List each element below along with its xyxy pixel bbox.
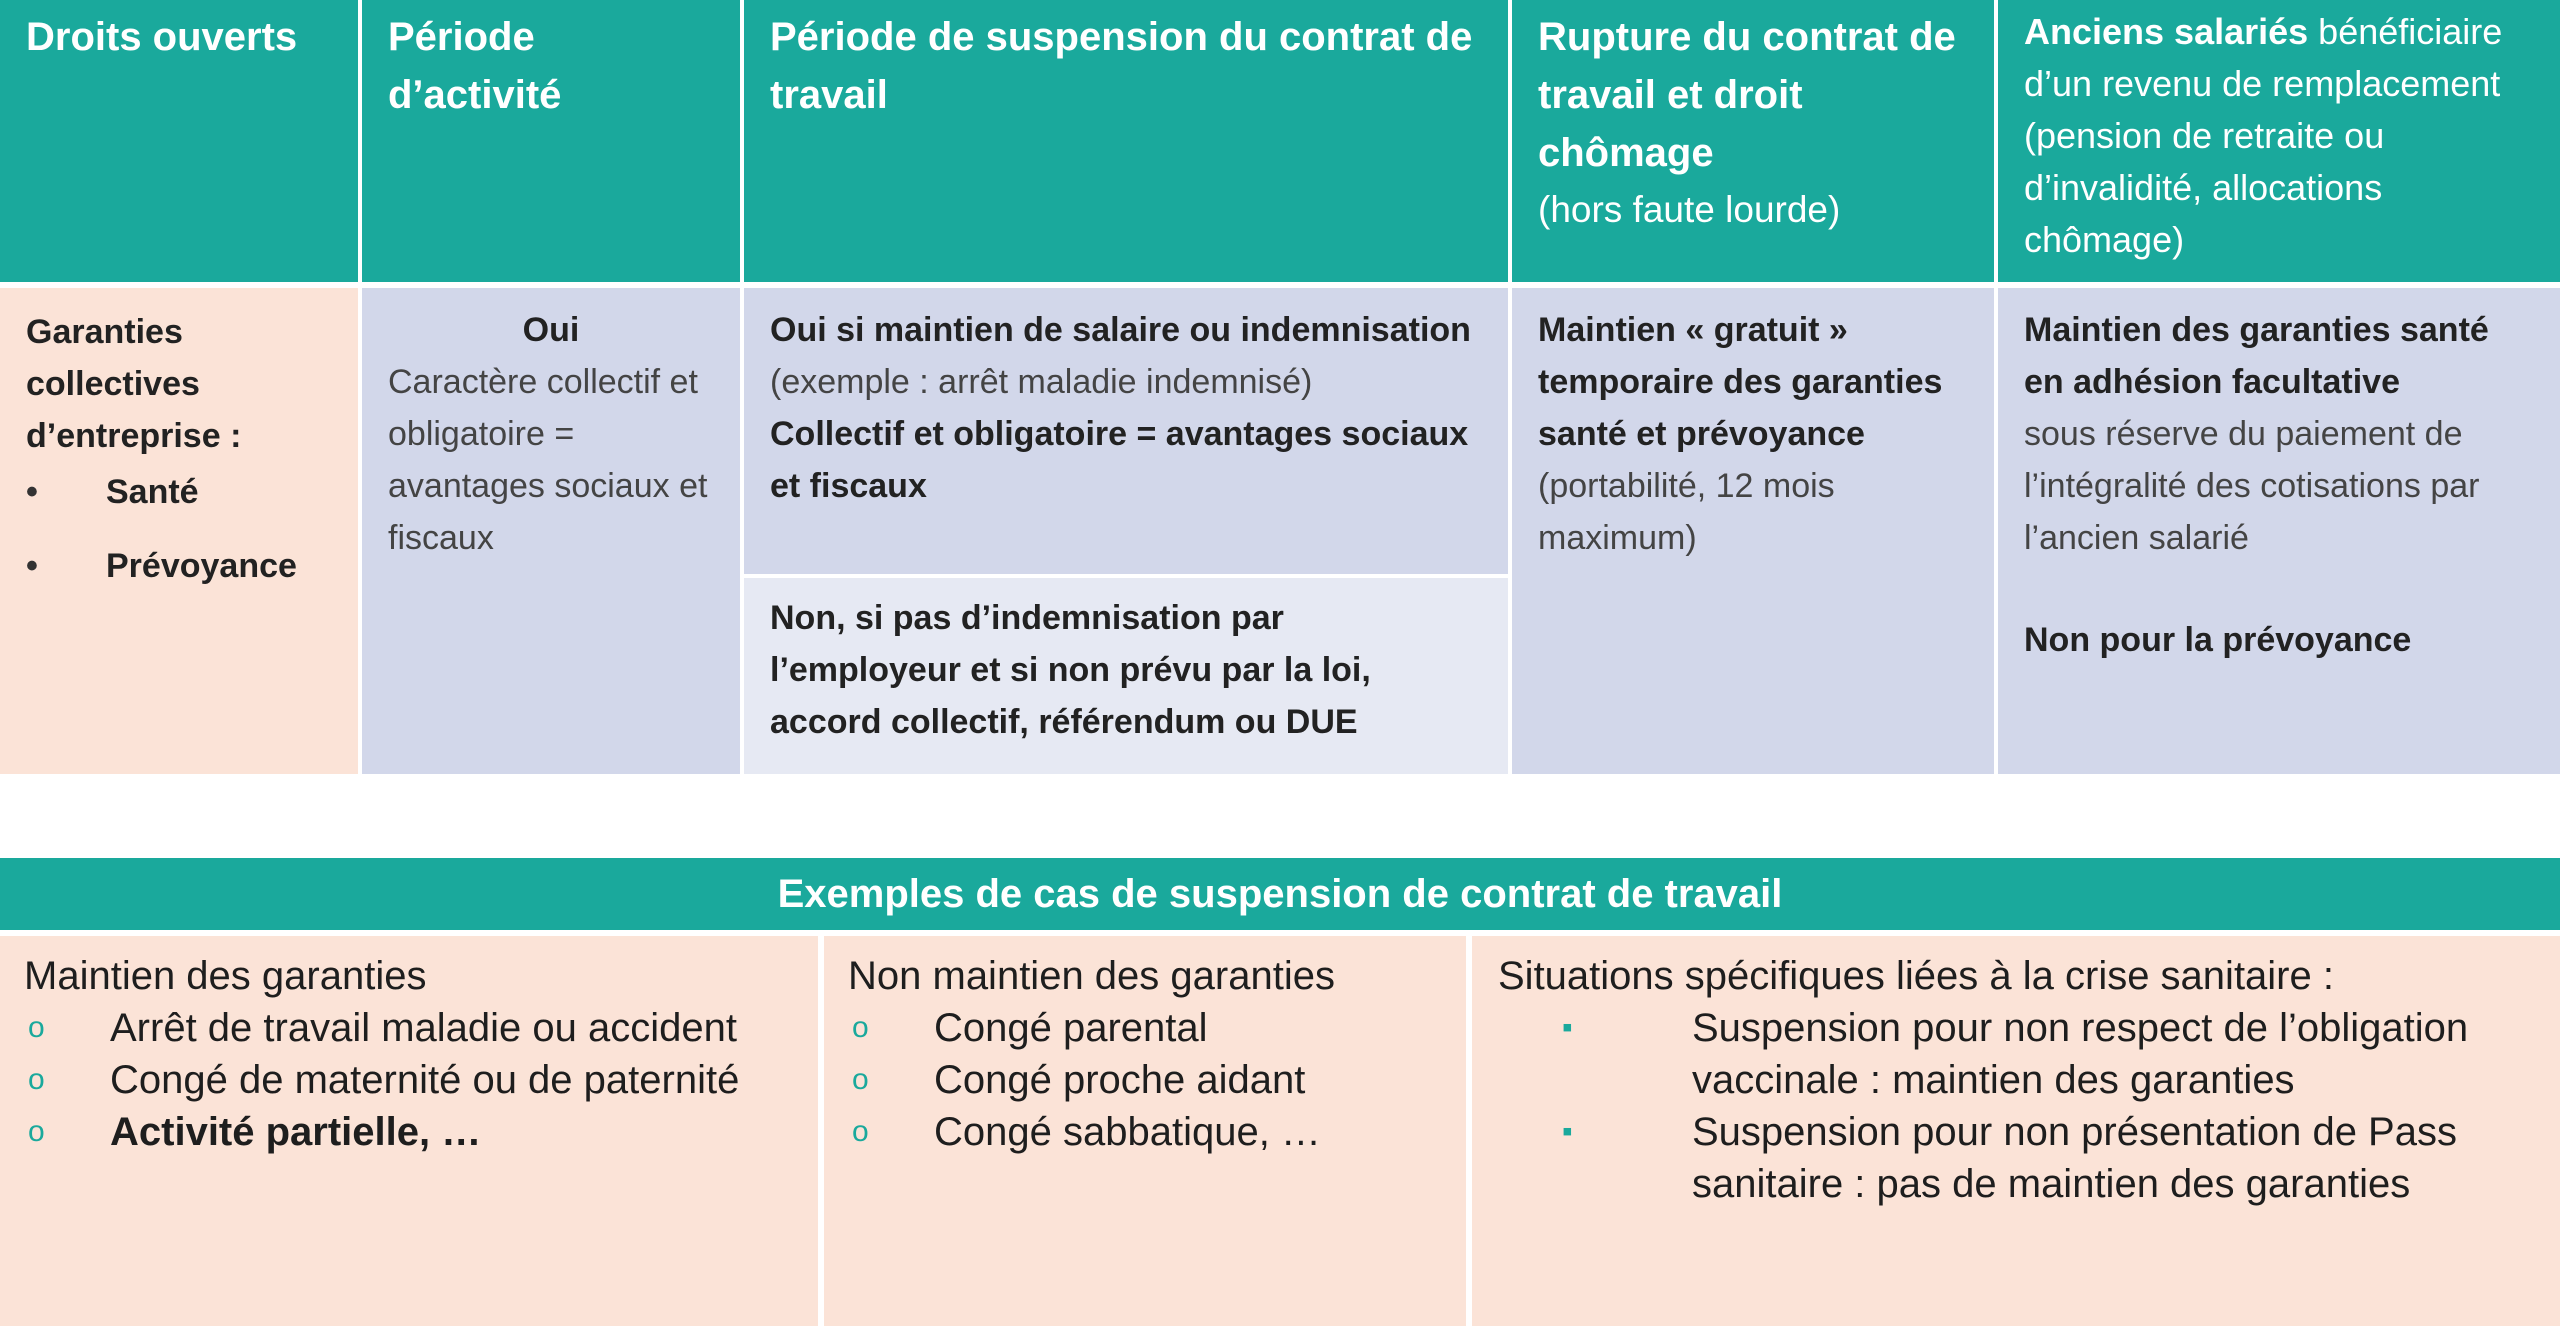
specific-item: Suspension pour non présentation de Pass sanitaire : pas de maintien des garanties bbox=[1692, 1110, 2457, 1206]
maintained-item: Arrêt de travail maladie ou accident bbox=[110, 1006, 737, 1050]
maintained-column bbox=[0, 936, 818, 1326]
header-label: Période d’activité bbox=[388, 15, 562, 117]
header-periode-suspension bbox=[744, 0, 1508, 282]
not-maintained-item: Congé proche aidant bbox=[934, 1058, 1306, 1102]
not-maintained-item: Congé parental bbox=[934, 1006, 1208, 1050]
header-rupture-contrat bbox=[1512, 0, 1994, 282]
not-maintained-column bbox=[824, 936, 1466, 1326]
circle-bullet-icon: o bbox=[852, 1115, 869, 1148]
circle-bullet-icon: o bbox=[28, 1115, 45, 1148]
square-bullet-icon: ▪ bbox=[1562, 1115, 1573, 1148]
former-no: Non pour la prévoyance bbox=[2024, 621, 2412, 659]
list-item bbox=[24, 1106, 794, 1158]
circle-bullet-icon: o bbox=[852, 1063, 869, 1096]
activity-detail: Caractère collectif et obligatoire = avantages sociaux et fiscaux bbox=[388, 363, 708, 557]
former-title: Maintien des garanties santé en adhésion facultative bbox=[2024, 311, 2489, 401]
rights-cell bbox=[0, 288, 358, 774]
specific-item: Suspension pour non respect de l’obligation vaccinale : maintien des garanties bbox=[1692, 1006, 2469, 1102]
rights-item: Prévoyance bbox=[106, 547, 297, 585]
not-maintained-item: Congé sabbatique, … bbox=[934, 1110, 1321, 1154]
circle-bullet-icon: o bbox=[28, 1063, 45, 1096]
suspension-no-text: Non, si pas d’indemnisation par l’employeur et si non prévu par la loi, accord collectif, référendum ou DUE bbox=[770, 599, 1371, 741]
square-bullet-icon: ▪ bbox=[1562, 1011, 1573, 1044]
list-item bbox=[848, 1002, 1442, 1054]
header-label: Rupture du contrat de travail et droit chômage bbox=[1538, 15, 1956, 175]
suspension-yes-cell bbox=[744, 288, 1508, 574]
suspension-yes-result: Collectif et obligatoire = avantages sociaux et fiscaux bbox=[770, 415, 1469, 505]
rights-title: Garanties collectives d’entreprise : bbox=[26, 313, 242, 455]
rupture-cell bbox=[1512, 288, 1994, 774]
header-sublabel: (hors faute lourde) bbox=[1538, 189, 1841, 230]
list-item bbox=[1498, 1106, 2536, 1210]
list-item bbox=[848, 1054, 1442, 1106]
rupture-title: Maintien « gratuit » temporaire des garanties santé et prévoyance bbox=[1538, 311, 1943, 453]
maintained-item-bold: Activité partielle, … bbox=[110, 1110, 482, 1154]
bullet-icon: • bbox=[26, 473, 38, 511]
former-detail: sous réserve du paiement de l’intégralité des cotisations par l’ancien salarié bbox=[2024, 415, 2480, 557]
header-anciens-salaries bbox=[1998, 0, 2560, 282]
former-employees-cell bbox=[1998, 288, 2560, 774]
maintained-title: Maintien des garanties bbox=[24, 954, 427, 998]
list-item bbox=[848, 1106, 1442, 1158]
header-label: Période de suspension du contrat de travail bbox=[770, 15, 1473, 117]
not-maintained-title: Non maintien des garanties bbox=[848, 954, 1335, 998]
rights-item: Santé bbox=[106, 473, 199, 511]
header-periode-activite bbox=[362, 0, 740, 282]
list-item bbox=[24, 1054, 794, 1106]
circle-bullet-icon: o bbox=[852, 1011, 869, 1044]
list-item bbox=[26, 466, 332, 518]
examples-banner bbox=[0, 858, 2560, 930]
activity-answer: Oui bbox=[522, 311, 580, 349]
maintained-item: Congé de maternité ou de paternité bbox=[110, 1058, 740, 1102]
header-droits-ouverts bbox=[0, 0, 358, 282]
specific-situations-column bbox=[1472, 936, 2560, 1326]
suspension-yes-example: (exemple : arrêt maladie indemnisé) bbox=[770, 363, 1313, 401]
examples-banner-title: Exemples de cas de suspension de contrat de travail bbox=[777, 872, 1783, 916]
header-label-bold: Anciens salariés bbox=[2024, 11, 2309, 52]
bullet-icon: • bbox=[26, 547, 38, 585]
list-item bbox=[24, 1002, 794, 1054]
suspension-yes-title: Oui si maintien de salaire ou indemnisation bbox=[770, 311, 1471, 349]
specific-title: Situations spécifiques liées à la crise sanitaire : bbox=[1498, 954, 2334, 998]
header-label-rest: bénéficiaire d’un revenu de remplacement (pension de retraite ou d’invalidité, allocations chômage) bbox=[2024, 11, 2503, 260]
header-label: Droits ouverts bbox=[26, 15, 298, 59]
suspension-no-cell bbox=[744, 578, 1508, 774]
list-item bbox=[1498, 1002, 2536, 1106]
list-item bbox=[26, 540, 332, 592]
activity-cell bbox=[362, 288, 740, 774]
circle-bullet-icon: o bbox=[28, 1011, 45, 1044]
rupture-detail: (portabilité, 12 mois maximum) bbox=[1538, 467, 1835, 557]
